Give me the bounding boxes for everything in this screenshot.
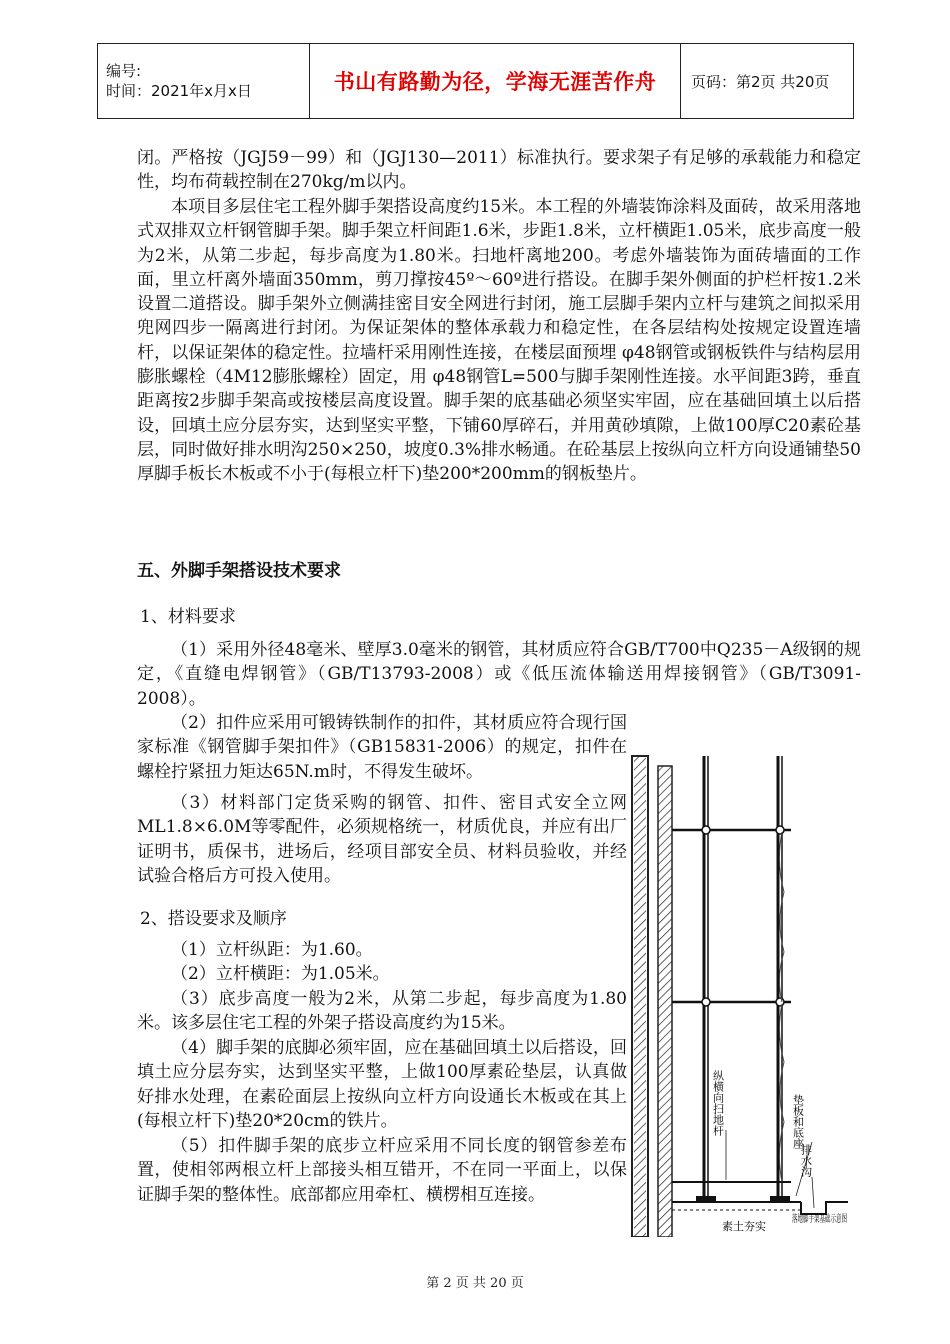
coupler bbox=[702, 998, 710, 1006]
subsection-erection-title: 2、搭设要求及顺序 bbox=[140, 909, 287, 929]
header-page-info: 页码：第2页 共20页 bbox=[681, 44, 854, 119]
material-item-2: （2）扣件应采用可锻铸铁制作的扣件，其材质应符合现行国家标准《钢管脚手架扣件》（GB15831-2006）的规定，扣件在螺栓拧紧扭力矩达65N.m时，不得发生破坏。 bbox=[137, 713, 627, 782]
header-meta bbox=[98, 44, 310, 119]
document-date: 时间：2021年x月x日 bbox=[106, 82, 252, 100]
document-number-label: 编号: bbox=[106, 62, 142, 80]
label-base-board: 垫板和底座 bbox=[791, 1094, 805, 1149]
material-item-3: （3）材料部门定货采购的钢管、扣件、密目式安全立网ML1.8×6.0M等零配件，必须规格统一，材质优良，并应有出厂证明书，质保书，进场后，经项目部安全员、材料员验收，并经试验合格后方可投入使用。 bbox=[137, 793, 627, 886]
wall-hatching bbox=[634, 756, 646, 1237]
drain-channel bbox=[801, 1202, 848, 1214]
coupler bbox=[702, 826, 710, 834]
erection-item-3: （3）底步高度一般为2米，从第二步起，每步高度为1.80米。该多层住宅工程的外架子搭设高度约为15米。 bbox=[137, 989, 627, 1034]
wall-inner-hatching bbox=[658, 766, 672, 1237]
erection-item-5: （5）扣件脚手架的底步立杆应采用不同长度的钢管参差布置，使相邻两根立杆上部接头相互错开，不在同一平面上，以保证脚手架的整体性。底部都应用牵杠、横楞相互连接。 bbox=[137, 1136, 627, 1205]
header-motto: 书山有路勤为径，学海无涯苦作舟 bbox=[310, 44, 681, 119]
page-header bbox=[97, 43, 854, 119]
figure-caption: 落地脚手架基础示意图 bbox=[792, 1213, 847, 1225]
page-footer: 第 2 页 共 20 页 bbox=[426, 1276, 524, 1291]
leader-line bbox=[812, 1177, 814, 1208]
base-plate bbox=[696, 1196, 716, 1201]
label-sweep-pole: 纵横向扫地杆 bbox=[711, 1070, 725, 1136]
coupler bbox=[776, 826, 784, 834]
section-title: 五、外脚手架搭设技术要求 bbox=[137, 561, 341, 581]
label-drain: 排水沟 bbox=[799, 1144, 813, 1177]
paragraph-scaffold-overview: 本项目多层住宅工程外脚手架搭设高度约15米。本工程的外墙装饰涂料及面砖，故采用落地式双排双立杆钢管脚手架。脚手架立杆间距1.6米，步距1.8米，立杆横距1.05米，底步高度一般为2米，从第二步起，每步高度为1.80米。扫地杆离地200。考虑外墙装饰为面砖墙面的工作面，里立杆离外墙面350mm，剪刀撑按45º～60º进行搭设。在脚手架外侧面的护栏杆按1.2米设置二道搭设。脚手架外立侧满挂密目安全网进行封闭，施工层脚手架内立杆与建筑之间拟采用兜网四步一隔离进行封闭。为保证架体的整体承载力和稳定性，在各层结构处按规定设置连墙杆，以保证架体的稳定性。拉墙杆采用刚性连接，在楼层面预埋 φ48钢管或钢板铁件与结构层用膨胀螺栓（4M12膨胀螺栓）固定，用 φ48钢管L=500与脚手架刚性连接。水平间距3跨，垂直距离按2步脚手架高或按楼层高度设置。脚手架的底基础必须坚实牢固，应在基础回填土以后搭设，回填土应分层夯实，达到坚实平整，下铺60厚碎石，并用黄砂填隙，上做100厚C20素砼基层，同时做好排水明沟250×250，坡度0.3%排水畅通。在砼基层上按纵向立杆方向设通铺垫50厚脚手板长木板或不小于(每根立杆下)垫200*200mm的钢板垫片。 bbox=[137, 197, 861, 485]
scaffold-foundation-diagram bbox=[626, 752, 848, 1237]
erection-item-2: （2）立杆横距：为1.05米。 bbox=[171, 964, 390, 984]
material-item-1: （1）采用外径48毫米、壁厚3.0毫米的钢管，其材质应符合GB/T700中Q235－A级钢的规定，《直缝电焊钢管》（GB/T13793-2008）或《低压流体输送用焊接钢管》（GB/T3091-2008）。 bbox=[137, 640, 861, 709]
base-plate-outer bbox=[770, 1196, 790, 1201]
paragraph-standards: 闭。严格按（JGJ59－99）和（JGJ130—2011）标准执行。要求架子有足够的承载能力和稳定性，均布荷载控制在270kg/m以内。 bbox=[137, 148, 861, 193]
subsection-materials-title: 1、材料要求 bbox=[140, 607, 236, 627]
label-compacted-soil: 素土夯实 bbox=[722, 1220, 766, 1233]
erection-item-4: （4）脚手架的底脚必须牢固，应在基础回填土以后搭设，回填土应分层夯实，达到坚实平整，上做100厚素砼垫层，认真做好排水处理，在素砼面层上按纵向立杆方向设通长木板或在其上(每根立杆下)垫20*20cm的铁片。 bbox=[137, 1038, 627, 1131]
erection-item-1: （1）立杆纵距：为1.60。 bbox=[171, 940, 373, 960]
coupler bbox=[776, 998, 784, 1006]
